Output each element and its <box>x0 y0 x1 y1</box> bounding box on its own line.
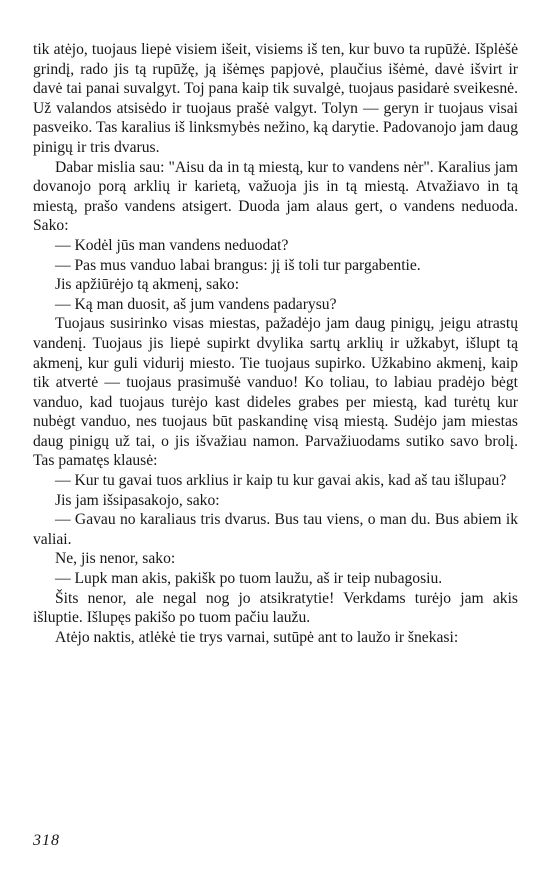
paragraph: — Kur tu gavai tuos arklius ir kaip tu kur gavai akis, kad aš tau išlupau? <box>55 472 507 490</box>
paragraph: — Ką man duosit, aš jum vandens padarysu? <box>55 295 337 313</box>
paragraph: Šits nenor, ale negal nog jo atsikratytie! Verkdams turėjo jam akis išluptie. Išlupęs pakišo po tuom pačiu laužu. <box>33 589 518 627</box>
paragraph: — Pas mus vanduo labai brangus: jį iš toli tur pargabentie. <box>55 256 421 274</box>
paragraph: Ne, jis nenor, sako: <box>55 550 176 568</box>
paragraph: Jis apžiūrėjo tą akmenį, sako: <box>55 276 240 294</box>
page-text <box>33 40 518 647</box>
paragraph: tik atėjo, tuojaus liepė visiem išeit, visiems iš ten, kur buvo ta rupūžė. Išplėšė grindį, rado jis tą rupūžę, ją išėmęs papjovė, plaučius išėmė, davė išvirt ir davė tai panai suvalgyt. Toj pana kaip tik suvalgė, tuojaus pasidarė sveikesnė. Už valandos atsisėdo ir tuojaus prašė valgyt. Tolyn — geryn ir tuojaus visai pasveiko. Tas karalius iš linksmybės nežino, ką darytie. Padovanojo jam daug pinigų ir tris dvarus. <box>33 41 518 156</box>
paragraph: Jis jam išsipasakojo, sako: <box>55 491 220 509</box>
paragraph: Atėjo naktis, atlėkė tie trys varnai, sutūpė ant to laužo ir šnekasi: <box>55 628 459 646</box>
paragraph: Tuojaus susirinko visas miestas, pažadėjo jam daug pinigų, jeigu atrastų vandenį. Tuojaus jis liepė supirkt dvylika sartų arklių ir užkabyt, išlupt tą akmenį, kur guli vidurij miesto. Tie tuojaus supirko. Užkabino akmenį, kaip tik atvertė — tuojaus prasimušė vanduo! Ko toliau, to labiau pradėjo bėgt vanduo, kad tuojaus turėjo kast dideles grabes per miestą, kad turėtų kur nubėgt vanduo, nes tuojaus būt paskandinę visą miestą. Sudėjo jam miestas daug pinigų už tai, o jis išvažiau namon. Parvažiuodams sutiko savo brolį. Tas pamatęs klausė: <box>33 315 518 470</box>
paragraph: Dabar mislia sau: "Aisu da in tą miestą, kur to vandens nėr". Karalius jam dovanojo porą arklių ir karietą, važuoja jis in tą miestą. Atvažiavo in tą miestą, prašo vandens atsigert. Duoda jam alaus gert, o vandens neduoda. Sako: <box>33 158 518 235</box>
page-number: 318 <box>33 832 60 849</box>
paragraph: — Gavau no karaliaus tris dvarus. Bus tau viens, o man du. Bus abiem ik valiai. <box>33 511 518 548</box>
paragraph: — Lupk man akis, pakišk po tuom laužu, aš ir teip nubagosiu. <box>55 570 443 588</box>
paragraph: — Kodėl jūs man vandens neduodat? <box>55 236 289 254</box>
